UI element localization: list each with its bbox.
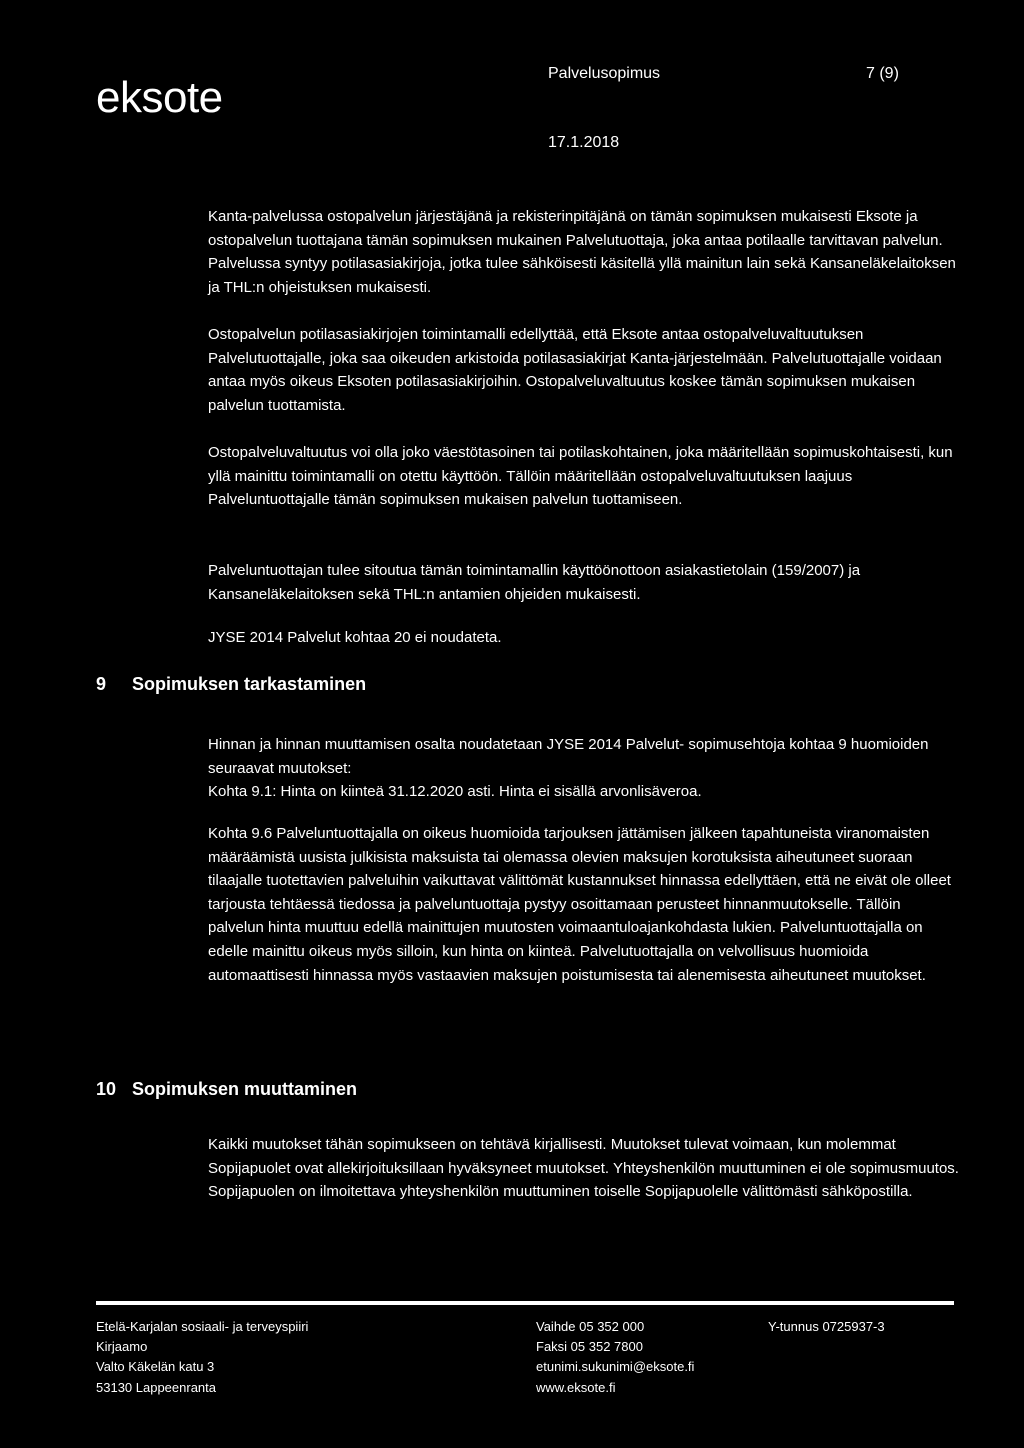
paragraph-muutokset <box>208 1133 960 1204</box>
paragraph-text: Kohta 9.6 Palveluntuottajalla on oikeus huomioida tarjouksen jättämisen jälkeen tapahtuneista viranomaisten määräämistä uusista julkisista maksuista tai olemassa olevien maksujen korotuksista aiheutuneet suoraan tilaajalle tuotettavien palveluihin vaikuttavat välittömät kustannukset hinnassa edellyttäen, että ne eivät ole olleet tarjousta tehtäessä tiedossa ja palveluntuottaja pystyy osoittamaan perusteet hinnanmuutokselle. Tällöin palvelun hinta muuttuu edellä mainittujen muutosten voimaantuloajankohdasta lukien. Palveluntuottajalla on edelle mainittu oikeus myös silloin, kun hinta on kiinteä. Palvelutuottajalla on velvollisuus huomioida automaattisesti hinnassa myös vastaavien maksujen poistumisesta tai alenemisesta aiheutuneet muutokset. <box>208 825 951 984</box>
paragraph-text: Kohta 9.1: Hinta on kiinteä 31.12.2020 asti. Hinta ei sisällä arvonlisäveroa. <box>208 783 702 801</box>
section-heading-10 <box>96 1077 357 1101</box>
eksote-logo: eksote <box>96 73 223 122</box>
footer-contact <box>536 1317 694 1398</box>
paragraph-text: Ostopalveluvaltuutus voi olla joko väestötasoinen tai potilaskohtainen, joka määritellään sopimuskohtaisesti, kun yllä mainittu toimintamalli on otettu käyttöön. Tällöin määritellään ostopalveluvaltuutuksen laajuus Palveluntuottajalle tämän sopimuksen mukaisen palvelun tuottamiseen. <box>208 444 953 509</box>
paragraph-text: Hinnan ja hinnan muuttamisen osalta noudatetaan JYSE 2014 Palvelut- sopimusehtoja kohtaa 9 huomioiden seuraavat muutokset: <box>208 736 929 777</box>
section-number: 10 <box>96 1079 117 1099</box>
paragraph-text: JYSE 2014 Palvelut kohtaa 20 ei noudateta. <box>208 629 502 646</box>
footer-line: Kirjaamo <box>96 1339 148 1355</box>
footer-line: Valto Käkelän katu 3 <box>96 1359 215 1375</box>
paragraph-jyse-kohta-20 <box>208 626 960 650</box>
footer-fax: Faksi 05 352 7800 <box>536 1339 643 1355</box>
paragraph-kanta-palvelu <box>208 205 960 299</box>
paragraph-ostopalveluvaltuutus <box>208 441 960 512</box>
footer-business-id <box>768 1317 885 1337</box>
footer-line: 53130 Lappeenranta <box>96 1379 217 1395</box>
section-heading-9 <box>96 672 366 696</box>
section-title: Sopimuksen muuttaminen <box>132 1079 358 1099</box>
page-number: 7 (9) <box>866 65 899 82</box>
document-title: Palvelusopimus <box>548 65 661 82</box>
footer-email: etunimi.sukunimi@eksote.fi <box>536 1359 695 1375</box>
paragraph-kohta-9-6 <box>208 822 960 987</box>
paragraph-text: Palveluntuottajan tulee sitoutua tämän toimintamallin käyttöönottoon asiakastietolain (159/2007) ja Kansaneläkelaitoksen sekä THL:n antamien ohjeiden mukaisesti. <box>208 562 861 603</box>
paragraph-sitoutuminen <box>208 559 960 606</box>
footer-address <box>96 1317 308 1398</box>
footer-line: Etelä-Karjalan sosiaali- ja terveyspiiri <box>96 1319 309 1334</box>
section-title: Sopimuksen tarkastaminen <box>132 674 367 694</box>
paragraph-text: Ostopalvelun potilasasiakirjojen toimintamalli edellyttää, että Eksote antaa ostopalveluvaltuutuksen Palvelutuottajalle, joka saa oikeuden arkistoida potilasasiakirjat Kanta-järjestelmään. Palvelutuottajalle voidaan antaa myös oikeus Eksoten potilasasiakirjoihin. Ostopalveluvaltuutus koskee tämän sopimuksen mukaisen palvelun tuottamista. <box>208 326 942 414</box>
footer-phone: Vaihde 05 352 000 <box>536 1319 645 1334</box>
paragraph-potilasasiakirjat <box>208 323 960 417</box>
document-date: 17.1.2018 <box>548 134 620 151</box>
section-number: 9 <box>96 674 107 694</box>
footer-divider <box>96 1301 954 1305</box>
footer-website: www.eksote.fi <box>536 1379 616 1395</box>
paragraph-hinta <box>208 733 960 804</box>
footer-line: Y-tunnus 0725937-3 <box>768 1319 885 1334</box>
paragraph-text: Kanta-palvelussa ostopalvelun järjestäjänä ja rekisterinpitäjänä on tämän sopimuksen mukaisesti Eksote ja ostopalvelun tuottajana tämän sopimuksen mukainen Palvelutuottaja, joka antaa potilaalle tarvittavan palvelun. Palvelussa syntyy potilasasiakirjoja, jotka tulee sähköisesti käsitellä yllä mainitun lain sekä Kansaneläkelaitoksen ja THL:n ohjeistuksen mukaisesti. <box>208 208 956 296</box>
paragraph-text: Kaikki muutokset tähän sopimukseen on tehtävä kirjallisesti. Muutokset tulevat voimaan, kun molemmat Sopijapuolet ovat allekirjoituksillaan hyväksyneet muutokset. Yhteyshenkilön muuttuminen ei ole sopimusmuutos. Sopijapuolen on ilmoitettava yhteyshenkilön muuttuminen toiselle Sopijapuolelle välittömästi sähköpostilla. <box>208 1136 959 1201</box>
